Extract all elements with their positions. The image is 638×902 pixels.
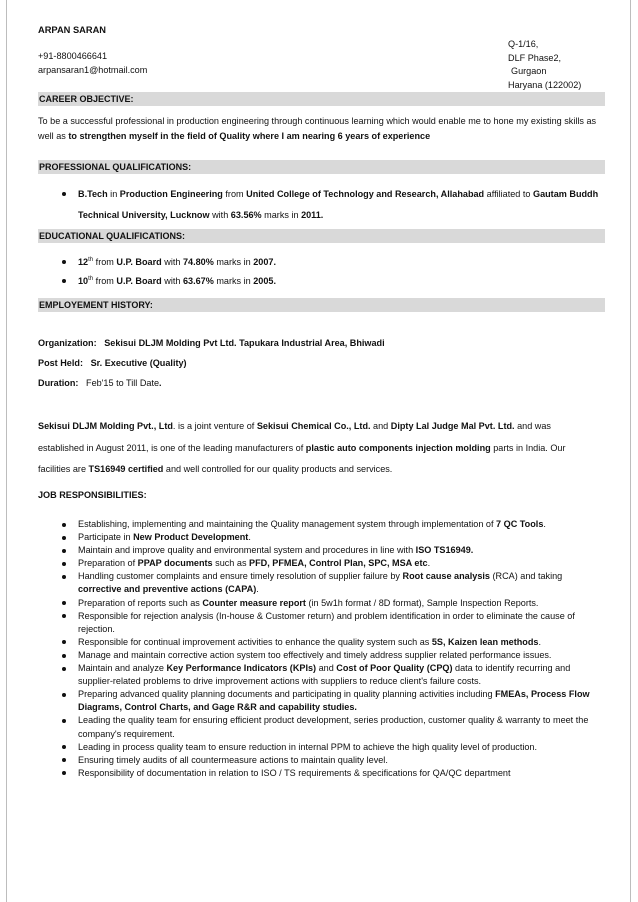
career-objective-heading: CAREER OBJECTIVE: (38, 92, 605, 106)
email-address: arpansaran1@hotmail.com (38, 65, 148, 75)
list-item (38, 184, 604, 226)
responsibility-text: Maintain and improve quality and environmental system and procedures in line with (78, 545, 416, 556)
responsibility-emphasis: PFD, PFMEA, Control Plan, SPC, MSA etc (249, 558, 428, 569)
company-certification: TS16949 certified (88, 464, 164, 474)
college-name: United College of Technology and Research, Allahabad (246, 189, 485, 199)
text-with: with (161, 257, 183, 267)
responsibility-text: Preparation of reports such as (78, 597, 203, 608)
responsibility-text: Ensuring timely audits of all countermeasure actions to maintain quality level. (78, 754, 388, 765)
marks: 63.67% (182, 276, 214, 286)
marks: 74.80% (182, 257, 214, 267)
responsibility-text: Responsible for rejection analysis (In-house & Customer return) and problem identification in order to eliminate the cause of rejection. (78, 610, 575, 634)
responsibility-text: . (248, 532, 251, 543)
bullet-icon (62, 575, 66, 579)
text-with: with (161, 276, 183, 286)
employment-history-heading: EMPLOYEMENT HISTORY: (38, 298, 605, 312)
responsibility-text: Establishing, implementing and maintaining the Quality management system through implementation of (78, 519, 497, 529)
candidate-name: ARPAN SARAN (38, 25, 107, 35)
marks: 63.56% (230, 210, 262, 220)
organization-value: Sekisui DLJM Molding Pvt Ltd. Tapukara Industrial Area, Bhiwadi (104, 338, 385, 348)
page-border-right (630, 0, 631, 902)
duration-line (38, 378, 162, 388)
responsibility-text: . (256, 584, 259, 595)
duration-label: Duration: (38, 378, 79, 388)
responsibility-emphasis: PPAP documents (137, 558, 213, 569)
responsibility-item (38, 570, 604, 596)
phone-number: +91-8800466641 (38, 51, 108, 61)
responsibility-item (38, 531, 604, 544)
responsibility-item (38, 741, 604, 754)
address-line: DLF Phase2, (508, 52, 562, 63)
board-name: U.P. Board (116, 257, 162, 267)
educational-qualifications-heading: EDUCATIONAL QUALIFICATIONS: (38, 229, 605, 243)
bullet-icon (62, 601, 66, 605)
responsibility-text: data to identify recurring and supplier-related problems to drive improvement actions with suppliers to reduce client's failure costs. (78, 663, 571, 687)
address-line: Haryana (122002) (508, 79, 582, 90)
objective-text-bold: to strengthen myself in the field of Quality where I am nearing 6 years of experience (68, 130, 431, 141)
company-text: . is a joint venture of (172, 421, 257, 431)
responsibility-emphasis: FMEAs, Process Flow Diagrams, Control Charts, and Gage R&R and capability studies. (78, 689, 590, 713)
bullet-icon (62, 614, 66, 618)
responsibility-item (38, 649, 604, 662)
bullet-icon (62, 771, 66, 775)
text-from: from (222, 189, 247, 199)
responsibility-text: Preparing advanced quality planning documents and participating in quality planning activities including (78, 689, 496, 700)
list-item (38, 272, 604, 291)
page-border-left (6, 0, 7, 902)
responsibility-item (38, 767, 604, 780)
bullet-icon (62, 192, 66, 196)
company-description (38, 416, 604, 481)
postal-address (508, 38, 581, 92)
year: 2005. (253, 276, 276, 286)
company-text: established in August 2011, is one of the leading manufacturers of (38, 442, 306, 453)
bullet-icon (62, 693, 66, 697)
responsibility-text: Leading in process quality team to ensure reduction in internal PPM to achieve the high quality level of production. (78, 741, 538, 752)
responsibility-emphasis: 5S, Kaizen lean methods (431, 636, 539, 647)
list-item (38, 253, 604, 272)
duration-period: . (159, 378, 162, 388)
bullet-icon (62, 640, 66, 644)
responsibility-text: Responsibility of documentation in relation to ISO / TS requirements & specifications for QA/QC department (78, 767, 511, 778)
responsibility-item (38, 557, 604, 570)
responsibility-text: Maintain and analyze (78, 663, 167, 674)
job-responsibilities-heading: JOB RESPONSIBILITIES: (38, 490, 147, 500)
responsibility-text: Preparation of (78, 558, 138, 569)
responsibility-emphasis: New Product Development (133, 532, 249, 543)
bullet-icon (62, 523, 66, 527)
post-line (38, 358, 187, 368)
career-objective-text (38, 114, 604, 143)
responsibility-text: . (427, 558, 431, 569)
company-text: and (370, 421, 391, 431)
company-text: and was (514, 421, 551, 431)
responsibility-emphasis: Counter measure report (202, 597, 306, 608)
responsibility-text: Participate in (78, 532, 134, 543)
grade: 10 (78, 276, 89, 286)
responsibility-item (38, 636, 604, 649)
partner-name: Dipty Lal Judge Mal Pvt. Ltd. (390, 421, 515, 431)
educational-qualifications-list (38, 253, 604, 291)
responsibility-text: Manage and maintain corrective action system too effectively and timely address supplier related performance issues. (78, 649, 552, 660)
bullet-icon (62, 279, 66, 283)
grade: 12 (78, 257, 89, 267)
degree: B.Tech (78, 189, 108, 199)
responsibility-text: Leading the quality team for ensuring efficient product development, series production, customer quality & warranty to meet the company's requirement. (78, 715, 589, 739)
text-with: with (209, 210, 231, 220)
responsibility-text: and (316, 663, 337, 674)
bullet-icon (62, 745, 66, 749)
text-marks-in: marks in (261, 210, 302, 220)
bullet-icon (62, 719, 66, 723)
board-name: U.P. Board (116, 276, 162, 286)
bullet-icon (62, 260, 66, 264)
organization-label: Organization: (38, 338, 97, 348)
responsibility-text: (RCA) and taking (489, 571, 563, 582)
bullet-icon (62, 654, 66, 658)
responsibility-item (38, 688, 604, 714)
responsibility-item (38, 518, 604, 531)
grade-suffix: th (88, 256, 94, 263)
bullet-icon (62, 549, 66, 553)
responsibility-item (38, 754, 604, 767)
duration-value: Feb'15 to Till Date (86, 378, 160, 388)
objective-text-plain: To be a successful professional in production engineering through continuous learning which would enable me to hone my existing skills as well as (38, 116, 597, 141)
professional-qualifications-list (38, 184, 604, 226)
responsibility-emphasis: corrective and preventive actions (CAPA) (78, 584, 257, 595)
responsibility-text: . (543, 519, 546, 529)
responsibility-text: . (538, 636, 541, 647)
bullet-icon (62, 562, 66, 566)
bullet-icon (62, 758, 66, 762)
text-in: in (107, 189, 120, 199)
degree-field: Production Engineering (119, 189, 223, 199)
responsibility-text: Handling customer complaints and ensure timely resolution of supplier failure by (78, 571, 403, 582)
responsibility-item (38, 662, 604, 688)
post-value: Sr. Executive (Quality) (90, 358, 187, 368)
responsibility-emphasis: ISO TS16949. (415, 545, 474, 556)
graduation-year: 2011. (301, 210, 324, 220)
responsibility-item (38, 610, 604, 636)
responsibility-item (38, 544, 604, 557)
text-marks-in: marks in (213, 276, 254, 286)
company-text: and well controlled for our quality products and services. (163, 464, 393, 474)
post-label: Post Held: (38, 358, 83, 368)
company-name: Sekisui DLJM Molding Pvt., Ltd (38, 421, 173, 431)
text-from: from (93, 276, 117, 286)
address-line: Gurgaon (511, 66, 547, 76)
bullet-icon (62, 667, 66, 671)
responsibility-emphasis: Cost of Poor Quality (CPQ) (336, 663, 453, 674)
partner-name: Sekisui Chemical Co., Ltd. (256, 421, 371, 431)
address-line: Q-1/16, (508, 39, 539, 49)
university-name: Gautam Buddh Technical University, Lucknow (78, 189, 599, 220)
responsibility-text: Responsible for continual improvement activities to enhance the quality system such as (78, 636, 432, 647)
text-affiliated: affiliated to (484, 189, 533, 199)
responsibility-emphasis: 7 QC Tools (496, 519, 544, 529)
responsibility-emphasis: Root cause analysis (402, 571, 490, 582)
responsibility-emphasis: Key Performance Indicators (KPIs) (166, 663, 317, 674)
company-product: plastic auto components injection molding (305, 442, 491, 453)
professional-qualifications-heading: PROFESSIONAL QUALIFICATIONS: (38, 160, 605, 174)
text-marks-in: marks in (213, 257, 254, 267)
text-from: from (93, 257, 117, 267)
responsibility-item (38, 597, 604, 610)
year: 2007. (253, 257, 276, 267)
job-responsibilities-list (38, 518, 604, 780)
grade-suffix: th (88, 275, 94, 282)
responsibility-item (38, 714, 604, 740)
responsibility-text: such as (212, 558, 250, 569)
company-text: facilities are (38, 464, 89, 474)
responsibility-text: (in 5w1h format / 8D format), Sample Inspection Reports. (305, 597, 539, 608)
organization-line (38, 338, 385, 348)
company-text: parts in India. Our (490, 442, 566, 453)
bullet-icon (62, 536, 66, 540)
